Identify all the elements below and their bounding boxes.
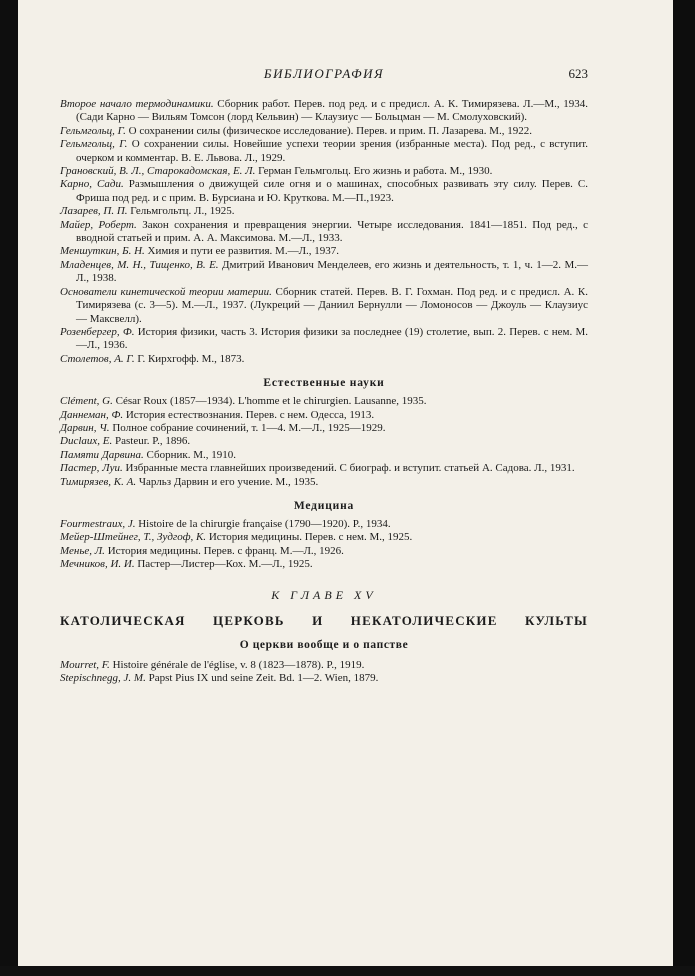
entry-text: Сборник статей. Перев. В. Г. Гохман. Под ред. и с предисл. А. К. Тимирязева (с. 3—5). М.—Л., 1937. (Лукреций — Даниил Бернулли — Ломоносов — Джоуль — Клаузиус — Максвелл). [76, 285, 589, 325]
bibliography-entry [60, 462, 588, 475]
entry-text: Г. Кирхгофф. М., 1873. [137, 352, 245, 365]
bibliography-entry [60, 545, 588, 558]
entry-author: Младенцев, М. Н., Тищенко, В. Е. [60, 258, 219, 271]
entry-text: Сборник. М., 1910. [146, 448, 236, 461]
entry-text: О сохранении силы. Новейшие успехи теории зрения (избранные места). Под ред., с вступит. очерком и комментар. В. Е. Львова. Л., 1929. [76, 138, 588, 164]
bibliography-entry [60, 409, 588, 422]
bibliography-list-top [60, 98, 588, 366]
bibliography-entry [60, 245, 588, 258]
bibliography-entry [60, 178, 588, 205]
bibliography-entry [60, 205, 588, 218]
entry-author: Гельмгольц, Г. [60, 138, 128, 151]
section-heading-natural-sciences: Естественные науки [263, 377, 385, 390]
entry-author: Розенбергер, Ф. [60, 325, 135, 338]
entry-text: История медицины. Перев. с франц. М.—Л., 1926. [107, 544, 344, 557]
subsection-heading: О церкви вообще и о папстве [239, 638, 409, 651]
bibliography-entry [60, 435, 588, 448]
bibliography-entry [60, 98, 588, 125]
bibliography-list-natural-sciences [60, 395, 588, 489]
bibliography-list-medicine [60, 518, 588, 572]
bibliography-entry [60, 531, 588, 544]
chapter-title [60, 613, 588, 629]
entry-author: Clément, G. [60, 395, 113, 408]
entry-text: Pasteur. P., 1896. [114, 435, 191, 448]
entry-text: История медицины. Перев. с нем. М., 1925. [208, 531, 413, 544]
entry-author: Памяти Дарвина. [60, 448, 144, 461]
entry-text: Histoire de la chirurgie française (1790—1920). P., 1934. [138, 517, 391, 530]
running-title: БИБЛИОГРАФИЯ [263, 66, 385, 81]
entry-author: Основатели кинетической теории материи. [60, 285, 272, 298]
entry-text: Химия и пути ее развития. М.—Л., 1937. [147, 245, 340, 258]
bibliography-entry [60, 138, 588, 165]
entry-author: Гельмгольц, Г. [60, 124, 126, 137]
bibliography-entry [60, 165, 588, 178]
bibliography-entry [60, 353, 588, 366]
entry-text: Закон сохранения и превращения энергии. Четыре исследования. 1841—1851. Под ред., с вводной статьей и прим. А. А. Максимова. М.—Л., 1933. [76, 218, 588, 245]
entry-author: Лазарев, П. П. [60, 205, 128, 218]
entry-author: Duclaux, E. [60, 435, 113, 448]
bibliography-entry [60, 286, 588, 326]
chapter-title-word: ЦЕРКОВЬ [213, 612, 285, 628]
entry-text: Пастер—Листер—Кох. М.—Л., 1925. [137, 558, 313, 571]
entry-text: О сохранении силы (физическое исследование). Перев. и прим. П. Лазарева. М., 1922. [128, 124, 533, 137]
entry-author: Fourmestraux, J. [60, 517, 136, 530]
entry-text: Дмитрий Иванович Менделеев, его жизнь и деятельность, т. 1, ч. 1—2. М.—Л., 1938. [76, 258, 589, 285]
entry-text: Papst Pius IX und seine Zeit. Bd. 1—2. Wien, 1879. [148, 672, 379, 684]
page-edge-shadow-left [0, 0, 18, 976]
entry-text: Чарльз Дарвин и его учение. М., 1935. [138, 475, 319, 488]
bibliography-entry [60, 326, 588, 353]
entry-author: Даннеман, Ф. [60, 408, 124, 421]
entry-author: Stepischnegg, J. M. [60, 672, 146, 684]
entry-author: Гранoвский, В. Л., Старокадомская, Е. Л. [60, 165, 256, 178]
bibliography-entry [60, 558, 588, 571]
bibliography-entry [60, 259, 588, 286]
entry-author: Mourret, F. [60, 658, 110, 671]
entry-text: Полное собрание сочинений, т. 1—4. М.—Л., 1925—1929. [112, 421, 386, 434]
bibliography-entry [60, 449, 588, 462]
bibliography-entry [60, 476, 588, 489]
chapter-title-word: НЕКАТОЛИЧЕСКИЕ [350, 612, 498, 628]
bibliography-entry [60, 518, 588, 531]
entry-text: История физики, часть 3. История физики за последнее (19) столетие, вып. 2. Перев. с нем. М.—Л., 1936. [76, 325, 588, 352]
chapter-title-word: И [312, 612, 324, 628]
bibliography-entry [60, 422, 588, 435]
bibliography-entry [60, 672, 588, 685]
entry-author: Мечников, И. И. [60, 558, 135, 571]
chapter-title-word: КАТОЛИЧЕСКАЯ [60, 612, 186, 628]
entry-author: Столетов, А. Г. [60, 352, 135, 365]
entry-text: Размышления о движущей силе огня и о машинах, способных развивать эту силу. Перев. С. Фриша под ред. и с прим. В. Бурсиана и Ю. Круткова. М.—П.,1923. [76, 178, 588, 204]
entry-text: César Roux (1857—1934). L'homme et le chirurgien. Lausanne, 1935. [115, 395, 427, 408]
entry-author: Дарвин, Ч. [60, 421, 110, 434]
running-head [60, 66, 588, 86]
page-edge-shadow-right [673, 0, 695, 976]
entry-author: Меньe, Л. [60, 544, 105, 557]
entry-author: Тимирязев, К. А. [60, 475, 137, 488]
chapter-title-word: КУЛЬТЫ [525, 612, 588, 628]
bibliography-entry [60, 219, 588, 246]
entry-author: Мейер-Штейнег, Т., Зудгоф, К. [60, 531, 207, 544]
entry-text: Избранные места главнейших произведений. С биограф. и вступит. статьей А. Садова. Л., 1931. [125, 462, 575, 475]
page-number: 623 [568, 66, 588, 81]
bibliography-entry [60, 395, 588, 408]
entry-text: Герман Гельмгольц. Его жизнь и работа. М., 1930. [258, 165, 493, 178]
page-content [60, 66, 588, 685]
entry-author: Майер, Роберт. [60, 218, 137, 231]
entry-text: История естествознания. Перев. с нем. Одесса, 1913. [125, 408, 375, 421]
entry-text: Сборник работ. Перев. под ред. и с предисл. А. К. Тимирязева. Л.—М., 1934. (Сади Карно — Вильям Томсон (лорд Кельвин) — Клаузиус — Больцман — М. Смолуховский). [76, 98, 589, 124]
bibliography-entry [60, 659, 588, 672]
bibliography-entry [60, 125, 588, 138]
entry-text: Histoire générale de l'église, v. 8 (1823—1878). P., 1919. [112, 658, 365, 671]
bibliography-list-church [60, 659, 588, 686]
entry-author: Пастер, Луи. [60, 462, 123, 475]
chapter-label: К ГЛАВЕ XV [271, 587, 377, 602]
entry-author: Меншуткин, Б. Н. [60, 245, 145, 258]
entry-author: Второе начало термодинамики. [60, 98, 214, 110]
entry-text: Гельмгольтц. Л., 1925. [130, 205, 235, 218]
section-heading-medicine: Медицина [293, 499, 355, 512]
page-edge-shadow-bottom [0, 966, 695, 976]
entry-author: Карно, Сади. [60, 178, 124, 191]
